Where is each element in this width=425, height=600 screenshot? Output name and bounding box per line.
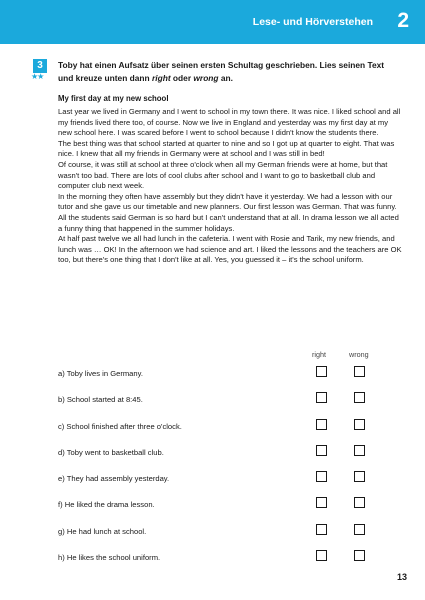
statement-row bbox=[58, 444, 378, 470]
story-paragraph: In the morning they often have assembly but they didn't have it yesterday. We had a lesson with our tutor and she gave us our timetable and new planners. Our first lesson was German. That was funny. All the students said German is so hard but I can't understand that at all. In drama lesson we all acted a funny thing that happened in the summer holidays. bbox=[58, 191, 399, 233]
statement-text: b) School started at 8:45. bbox=[58, 395, 143, 405]
wrong-checkbox[interactable] bbox=[354, 392, 365, 403]
section-title: Lese- und Hörverstehen bbox=[252, 16, 373, 28]
statement-row bbox=[58, 418, 378, 444]
statement-row bbox=[58, 496, 378, 522]
statement-row bbox=[58, 391, 378, 417]
exercise-instruction: Toby hat einen Aufsatz über seinen ersten Schultag geschrieben. Lies seinen Text und kreuze unten dann right oder wrong an. bbox=[58, 60, 385, 83]
right-checkbox[interactable] bbox=[316, 471, 327, 482]
statement-text: e) They had assembly yesterday. bbox=[58, 474, 170, 484]
statement-row bbox=[58, 523, 378, 549]
column-header-right: right bbox=[312, 350, 326, 359]
right-checkbox[interactable] bbox=[316, 419, 327, 430]
statement-text: h) He likes the school uniform. bbox=[58, 553, 161, 563]
statement-text: g) He had lunch at school. bbox=[58, 526, 147, 536]
right-checkbox[interactable] bbox=[316, 524, 327, 535]
story-title: My first day at my new school bbox=[58, 94, 169, 103]
statement-text: f) He liked the drama lesson. bbox=[58, 500, 155, 510]
right-checkbox[interactable] bbox=[316, 445, 327, 456]
story-paragraph: At half past twelve we all had lunch in the cafeteria. I went with Rosie and Tarik, my new friends, and lunch was … OK! In the afternoon we had science and art. I liked the lessons and the teachers are OK too, but there's one thing that I don't like at all. Yes, you guessed it – it's the school uniform. bbox=[58, 234, 402, 265]
wrong-checkbox[interactable] bbox=[354, 524, 365, 535]
statement-row bbox=[58, 365, 378, 391]
story-paragraph: The best thing was that school started at quarter to nine and so I got up at quarter to eight. That was nice. I knew that all my friends in Germany were at school and I was still in bed! bbox=[58, 138, 395, 159]
difficulty-stars-icon: ★★ bbox=[31, 72, 44, 81]
statement-row bbox=[58, 470, 378, 496]
statement-text: d) Toby went to basketball club. bbox=[58, 447, 164, 457]
wrong-checkbox[interactable] bbox=[354, 550, 365, 561]
section-number: 2 bbox=[397, 9, 409, 32]
statement-text: c) School finished after three o'clock. bbox=[58, 421, 182, 431]
wrong-checkbox[interactable] bbox=[354, 471, 365, 482]
right-checkbox[interactable] bbox=[316, 366, 327, 377]
story-paragraph: Of course, it was still at school at three o'clock when all my German friends were at home, but that wasn't too bad. There are lots of cool clubs after school and I want to go to basketball club and computer club next week. bbox=[58, 159, 388, 191]
wrong-checkbox[interactable] bbox=[354, 366, 365, 377]
header-bar bbox=[0, 0, 425, 44]
exercise-number: 3 bbox=[33, 59, 47, 73]
right-checkbox[interactable] bbox=[316, 392, 327, 403]
right-checkbox[interactable] bbox=[316, 497, 327, 508]
wrong-checkbox[interactable] bbox=[354, 445, 365, 456]
column-header-wrong: wrong bbox=[349, 350, 369, 359]
wrong-checkbox[interactable] bbox=[354, 419, 365, 430]
statement-row bbox=[58, 549, 378, 575]
story-text bbox=[58, 107, 404, 266]
statement-text: a) Toby lives in Germany. bbox=[58, 369, 143, 378]
page-number: 13 bbox=[396, 572, 407, 582]
wrong-checkbox[interactable] bbox=[354, 497, 365, 508]
story-paragraph: Last year we lived in Germany and I went to school in my town there. It was nice. I liked school and all my friends lived there too, of course. Now we live in England and yesterday was my first day at my new school here. I was scared before I went to school because I didn't know the students there. bbox=[58, 107, 401, 138]
right-checkbox[interactable] bbox=[316, 550, 327, 561]
statement-list bbox=[58, 365, 378, 575]
